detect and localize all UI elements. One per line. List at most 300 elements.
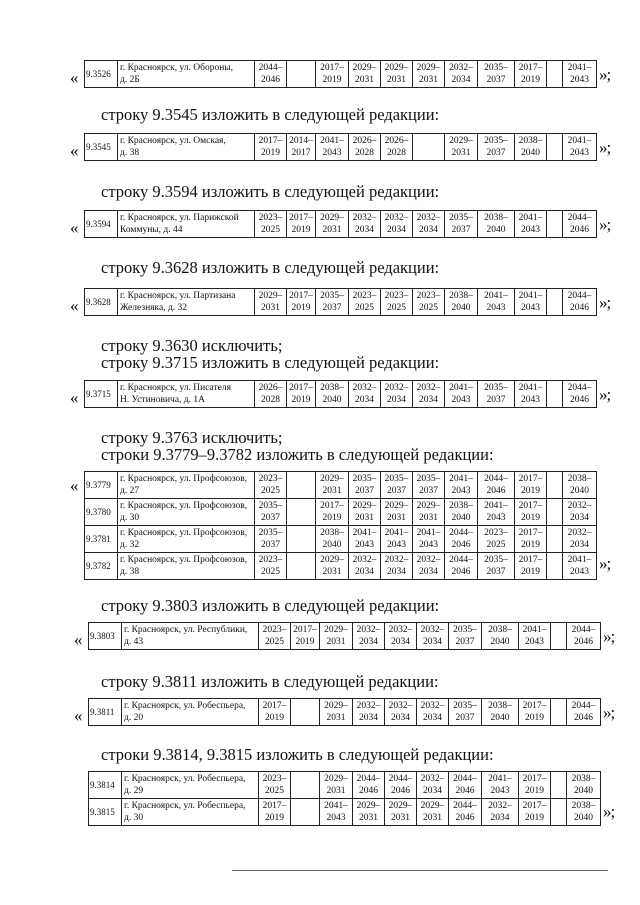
year-range-line: 2032– [449, 63, 473, 73]
year-range-line: 2040 [574, 786, 593, 796]
year-range-line: 2017– [518, 555, 543, 565]
year-range-cell [320, 699, 353, 726]
year-range-line: 2043 [521, 225, 540, 235]
year-range-cell [385, 799, 417, 826]
year-range-line: 2035– [449, 213, 473, 223]
address-line: г. Красноярск, ул. Профсоюзов, [120, 474, 248, 484]
year-range-cell [547, 289, 563, 316]
year-range-cell [547, 381, 563, 408]
instruction-line: строку 9.3594 изложить в следующей редакции: [101, 182, 440, 201]
year-range-line: 2031 [326, 713, 346, 723]
year-range-line: 2023– [416, 291, 441, 301]
year-range-line: 2023– [384, 291, 409, 301]
address-line: д. 38 [120, 567, 140, 577]
year-range-cell [519, 772, 551, 799]
year-range-line: 2032– [416, 213, 441, 223]
year-range-line: 2029– [324, 701, 348, 711]
year-range-line: 2041– [518, 291, 543, 301]
year-range-line [547, 554, 562, 566]
year-range-line: 2019 [322, 75, 342, 85]
year-range-line: 2017– [262, 801, 287, 811]
year-range-line: 2032– [352, 213, 377, 223]
address-cell [118, 381, 255, 408]
year-range-line: 2017– [518, 501, 543, 511]
year-range-line: 2046 [455, 813, 475, 823]
year-range-line: 2046 [574, 637, 593, 647]
year-range-line: 2034 [451, 75, 471, 85]
year-range-line: 2038– [449, 501, 473, 511]
replacement-table [88, 622, 601, 650]
year-range-cell [563, 381, 597, 408]
year-range-line: 2046 [570, 225, 589, 235]
year-range-line: 2034 [423, 713, 442, 723]
year-range-cell [478, 61, 515, 88]
year-range-line [291, 773, 319, 785]
year-range-line: 2025 [261, 486, 280, 496]
year-range-cell [547, 134, 563, 161]
row-code-cell: 9.3545 [85, 134, 118, 161]
year-range-cell [320, 623, 353, 650]
quote-close: »; [599, 138, 611, 157]
year-range-line: 2034 [355, 567, 374, 577]
address-line: д. 2Б [120, 75, 140, 85]
year-range-cell [449, 699, 482, 726]
address-cell [118, 499, 255, 526]
year-range-cell [445, 211, 478, 238]
year-range-line: 2043 [570, 567, 589, 577]
year-range-cell [551, 799, 567, 826]
year-range-cell [316, 472, 349, 499]
year-range-cell [445, 472, 478, 499]
year-range-line: 2043 [451, 395, 471, 405]
replacement-table [84, 380, 597, 408]
year-range-cell [519, 623, 551, 650]
year-range-line: 2023– [484, 528, 508, 538]
year-range-cell [547, 526, 563, 553]
year-range-cell [316, 526, 349, 553]
year-range-cell [515, 526, 547, 553]
year-range-cell [385, 623, 417, 650]
year-range-line: 2037 [261, 540, 280, 550]
year-range-cell [413, 553, 445, 580]
year-range-line: 2046 [570, 303, 589, 313]
year-range-cell [417, 772, 449, 799]
year-range-line: 2040 [322, 540, 342, 550]
year-range-line: 2032– [352, 383, 377, 393]
year-range-cell [515, 134, 547, 161]
year-range-line: 2032– [416, 555, 441, 565]
year-range-line: 2037 [322, 303, 342, 313]
year-range-line: 2041– [518, 213, 543, 223]
year-range-line: 2032– [420, 701, 445, 711]
year-range-line: 2043 [570, 148, 589, 158]
year-range-line: 2037 [451, 225, 471, 235]
year-range-line: 2025 [419, 303, 438, 313]
year-range-cell [381, 553, 413, 580]
row-code-cell: 9.3781 [85, 526, 118, 553]
year-range-line: 2034 [423, 786, 442, 796]
table-row [85, 499, 597, 526]
year-range-line: 2041– [320, 136, 344, 146]
address-line: д. 20 [124, 713, 144, 723]
year-range-cell [563, 499, 597, 526]
year-range-cell [316, 289, 349, 316]
year-range-line: 2037 [419, 486, 438, 496]
year-range-line: 2029– [324, 774, 348, 784]
year-range-cell [291, 799, 320, 826]
year-range-line: 2034 [387, 567, 406, 577]
year-range-cell [255, 499, 287, 526]
year-range-cell [381, 134, 413, 161]
address-line: г. Красноярск, ул. Робеспьера, [124, 701, 246, 711]
year-range-cell [349, 526, 381, 553]
year-range-cell [381, 499, 413, 526]
year-range-line: 2041– [384, 528, 409, 538]
year-range-line [547, 473, 562, 485]
year-range-line [551, 700, 566, 712]
year-range-cell [563, 211, 597, 238]
year-range-cell [478, 289, 515, 316]
year-range-line: 2037 [486, 75, 506, 85]
address-cell [118, 211, 255, 238]
year-range-line: 2019 [521, 486, 540, 496]
year-range-line: 2043 [570, 75, 589, 85]
year-range-line [547, 290, 562, 302]
address-line: д. 43 [124, 637, 144, 647]
year-range-line [551, 773, 566, 785]
address-line: Железняка, д. 32 [120, 303, 188, 313]
year-range-line: 2031 [419, 75, 438, 85]
year-range-line: 2019 [291, 303, 311, 313]
year-range-cell [445, 61, 478, 88]
instruction-line: строку 9.3803 изложить в следующей редакции: [101, 596, 440, 615]
year-range-line [291, 785, 319, 797]
year-range-cell [478, 211, 515, 238]
year-range-line [547, 302, 562, 314]
year-range-line: 2037 [261, 513, 280, 523]
year-range-line: 2041– [567, 136, 592, 146]
year-range-line: 2017– [262, 701, 287, 711]
year-range-line: 2017– [522, 774, 547, 784]
year-range-line [287, 500, 315, 512]
year-range-line: 2041– [484, 291, 508, 301]
year-range-line: 2041– [522, 625, 547, 635]
year-range-cell [381, 211, 413, 238]
year-range-cell [259, 623, 291, 650]
year-range-cell [563, 526, 597, 553]
table-row [85, 289, 597, 316]
instruction-line: строку 9.3715 изложить в следующей редакции: [101, 353, 440, 372]
quote-open: « [70, 218, 79, 237]
year-range-cell [381, 472, 413, 499]
year-range-cell [349, 472, 381, 499]
address-cell [118, 526, 255, 553]
year-range-line: 2019 [295, 637, 315, 647]
year-range-line: 2025 [486, 540, 506, 550]
year-range-cell [320, 772, 353, 799]
address-line: г. Красноярск, ул. Республики, [124, 625, 248, 635]
footer-rule [232, 870, 608, 871]
year-range-cell [259, 772, 291, 799]
year-range-line: 2014– [289, 136, 313, 146]
year-range-cell [519, 799, 551, 826]
year-range-cell [255, 526, 287, 553]
year-range-cell [259, 699, 291, 726]
quote-close: »; [599, 293, 611, 312]
year-range-line: 2035– [258, 528, 283, 538]
year-range-line: 2032– [356, 701, 381, 711]
table-row [85, 553, 597, 580]
replacement-table [84, 60, 597, 88]
year-range-cell [413, 134, 445, 161]
year-range-line: 2041– [324, 801, 348, 811]
year-range-line [551, 785, 566, 797]
year-range-line: 2044– [567, 291, 592, 301]
year-range-line: 2031 [322, 567, 342, 577]
year-range-line: 2019 [261, 148, 280, 158]
year-range-line: 2037 [387, 486, 406, 496]
year-range-cell [547, 61, 563, 88]
year-range-line [547, 224, 562, 236]
year-range-line: 2035– [453, 701, 477, 711]
year-range-line: 2043 [326, 813, 346, 823]
year-range-line: 2037 [455, 637, 475, 647]
year-range-line [287, 566, 315, 578]
year-range-line: 2032– [567, 528, 592, 538]
row-code-cell: 9.3815 [89, 799, 122, 826]
year-range-cell [291, 623, 320, 650]
year-range-line: 2046 [261, 75, 280, 85]
year-range-line: 2029– [352, 63, 377, 73]
address-line: г. Красноярск, ул. Робеспьера, [124, 774, 246, 784]
year-range-line: 2034 [570, 513, 589, 523]
year-range-line: 2029– [324, 625, 348, 635]
year-range-line [413, 147, 444, 159]
year-range-line: 2029– [416, 63, 441, 73]
year-range-cell [417, 699, 449, 726]
year-range-line: 2031 [387, 513, 406, 523]
year-range-line: 2043 [387, 540, 406, 550]
year-range-line: 2031 [322, 225, 342, 235]
address-cell [122, 772, 259, 799]
year-range-cell [287, 472, 316, 499]
year-range-line: 2031 [423, 813, 442, 823]
year-range-cell [385, 699, 417, 726]
year-range-cell [563, 134, 597, 161]
instruction-line: строку 9.3763 исключить; [101, 428, 283, 447]
table-row [85, 61, 597, 88]
year-range-line: 2019 [291, 225, 311, 235]
address-line: г. Красноярск, ул. Обороны, [120, 63, 234, 73]
year-range-line [547, 382, 562, 394]
year-range-line: 2017– [320, 63, 344, 73]
year-range-cell [255, 381, 287, 408]
year-range-line: 2029– [384, 501, 409, 511]
year-range-cell [381, 289, 413, 316]
year-range-line: 2032– [356, 625, 381, 635]
year-range-line: 2019 [265, 813, 284, 823]
address-line: г. Красноярск, ул. Парижской [120, 213, 239, 223]
year-range-cell [349, 61, 381, 88]
year-range-line: 2046 [486, 486, 506, 496]
year-range-cell [515, 211, 547, 238]
year-range-cell [413, 289, 445, 316]
year-range-line: 2041– [416, 528, 441, 538]
year-range-line: 2046 [574, 713, 593, 723]
year-range-line: 2028 [387, 148, 406, 158]
year-range-cell [381, 381, 413, 408]
year-range-cell [316, 553, 349, 580]
year-range-line: 2034 [419, 395, 438, 405]
year-range-line [291, 700, 319, 712]
year-range-line: 2017– [522, 701, 547, 711]
year-range-line [547, 62, 562, 74]
year-range-line: 2028 [261, 395, 280, 405]
year-range-line: 2043 [486, 513, 506, 523]
year-range-cell [255, 211, 287, 238]
year-range-line: 2017– [518, 528, 543, 538]
quote-open: « [74, 630, 83, 649]
year-range-line: 2044– [567, 383, 592, 393]
year-range-line: 2043 [451, 486, 471, 496]
year-range-cell [445, 499, 478, 526]
year-range-line: 2035– [484, 63, 508, 73]
year-range-line: 2032– [388, 701, 413, 711]
year-range-line: 2043 [521, 303, 540, 313]
year-range-line: 2023– [262, 625, 287, 635]
year-range-line: 2034 [355, 225, 374, 235]
year-range-line: 2023– [258, 213, 283, 223]
year-range-line: 2046 [391, 786, 410, 796]
year-range-cell [259, 799, 291, 826]
year-range-line: 2044– [484, 474, 508, 484]
address-line: д. 30 [124, 813, 144, 823]
year-range-cell [515, 289, 547, 316]
quote-close: »; [599, 554, 611, 573]
year-range-line: 2019 [525, 713, 544, 723]
row-code-cell: 9.3628 [85, 289, 118, 316]
year-range-line: 2044– [356, 774, 381, 784]
year-range-line: 2032– [388, 625, 413, 635]
year-range-line: 2044– [571, 625, 596, 635]
address-line: Коммуны, д. 44 [120, 225, 183, 235]
year-range-line [287, 554, 315, 566]
year-range-line: 2038– [518, 136, 543, 146]
year-range-cell [353, 623, 385, 650]
year-range-line: 2035– [484, 383, 508, 393]
address-cell [122, 623, 259, 650]
year-range-cell [413, 61, 445, 88]
year-range-line: 2028 [355, 148, 374, 158]
year-range-line: 2029– [320, 213, 344, 223]
row-code-cell: 9.3779 [85, 472, 118, 499]
address-cell [122, 699, 259, 726]
year-range-line: 2044– [567, 213, 592, 223]
year-range-line [551, 712, 566, 724]
year-range-line: 2019 [521, 567, 540, 577]
year-range-line [547, 394, 562, 406]
table-row [85, 134, 597, 161]
year-range-cell [478, 526, 515, 553]
quote-close: »; [599, 385, 611, 404]
year-range-line: 2029– [416, 501, 441, 511]
table-row [85, 472, 597, 499]
year-range-cell [417, 623, 449, 650]
year-range-line: 2040 [521, 148, 540, 158]
year-range-cell [515, 381, 547, 408]
instruction-line: строку 9.3628 изложить в следующей редакции: [101, 258, 440, 277]
year-range-line: 2017– [518, 63, 543, 73]
year-range-cell [385, 772, 417, 799]
year-range-line: 2029– [320, 474, 344, 484]
year-range-line: 2044– [449, 528, 473, 538]
address-line: д. 32 [120, 540, 140, 550]
year-range-line: 2017– [289, 383, 313, 393]
year-range-line: 2037 [355, 486, 374, 496]
year-range-line: 2025 [265, 786, 284, 796]
address-line: г. Красноярск, ул. Омская, [120, 136, 226, 146]
year-range-line: 2034 [359, 713, 378, 723]
year-range-cell [255, 134, 287, 161]
year-range-cell [287, 499, 316, 526]
year-range-cell [547, 499, 563, 526]
year-range-line [551, 812, 566, 824]
replacement-table [88, 771, 601, 826]
instruction-line: строки 9.3779–9.3782 изложить в следующей редакции: [101, 445, 494, 464]
year-range-line: 2038– [484, 213, 508, 223]
year-range-cell [255, 553, 287, 580]
year-range-line: 2040 [570, 486, 589, 496]
year-range-line: 2040 [486, 225, 506, 235]
year-range-line: 2043 [490, 786, 510, 796]
year-range-line: 2031 [387, 75, 406, 85]
year-range-line: 2017 [291, 148, 311, 158]
year-range-line: 2032– [420, 774, 445, 784]
year-range-line: 2032– [488, 801, 512, 811]
year-range-cell [320, 799, 353, 826]
year-range-line: 2034 [391, 637, 410, 647]
year-range-cell [316, 381, 349, 408]
year-range-line: 2038– [320, 383, 344, 393]
replacement-table [84, 210, 597, 238]
year-range-line [287, 473, 315, 485]
year-range-cell [519, 699, 551, 726]
year-range-line: 2017– [320, 501, 344, 511]
quote-open: « [70, 476, 79, 495]
year-range-line: 2038– [571, 801, 596, 811]
year-range-line: 2044– [571, 701, 596, 711]
address-cell [118, 134, 255, 161]
quote-open: « [70, 296, 79, 315]
year-range-line: 2035– [258, 501, 283, 511]
year-range-line: 2032– [352, 555, 377, 565]
year-range-line: 2035– [484, 555, 508, 565]
address-line: г. Красноярск, ул. Робеспьера, [124, 801, 246, 811]
year-range-cell [287, 381, 316, 408]
row-code-cell: 9.3782 [85, 553, 118, 580]
year-range-cell [287, 61, 316, 88]
year-range-line: 2035– [484, 136, 508, 146]
year-range-cell [567, 699, 601, 726]
address-line: г. Красноярск, ул. Профсоюзов, [120, 501, 248, 511]
year-range-cell [563, 553, 597, 580]
year-range-line: 2025 [261, 225, 280, 235]
year-range-cell [353, 699, 385, 726]
year-range-line: 2034 [419, 567, 438, 577]
year-range-line [551, 624, 566, 636]
year-range-line: 2025 [387, 303, 406, 313]
year-range-line [547, 527, 562, 539]
